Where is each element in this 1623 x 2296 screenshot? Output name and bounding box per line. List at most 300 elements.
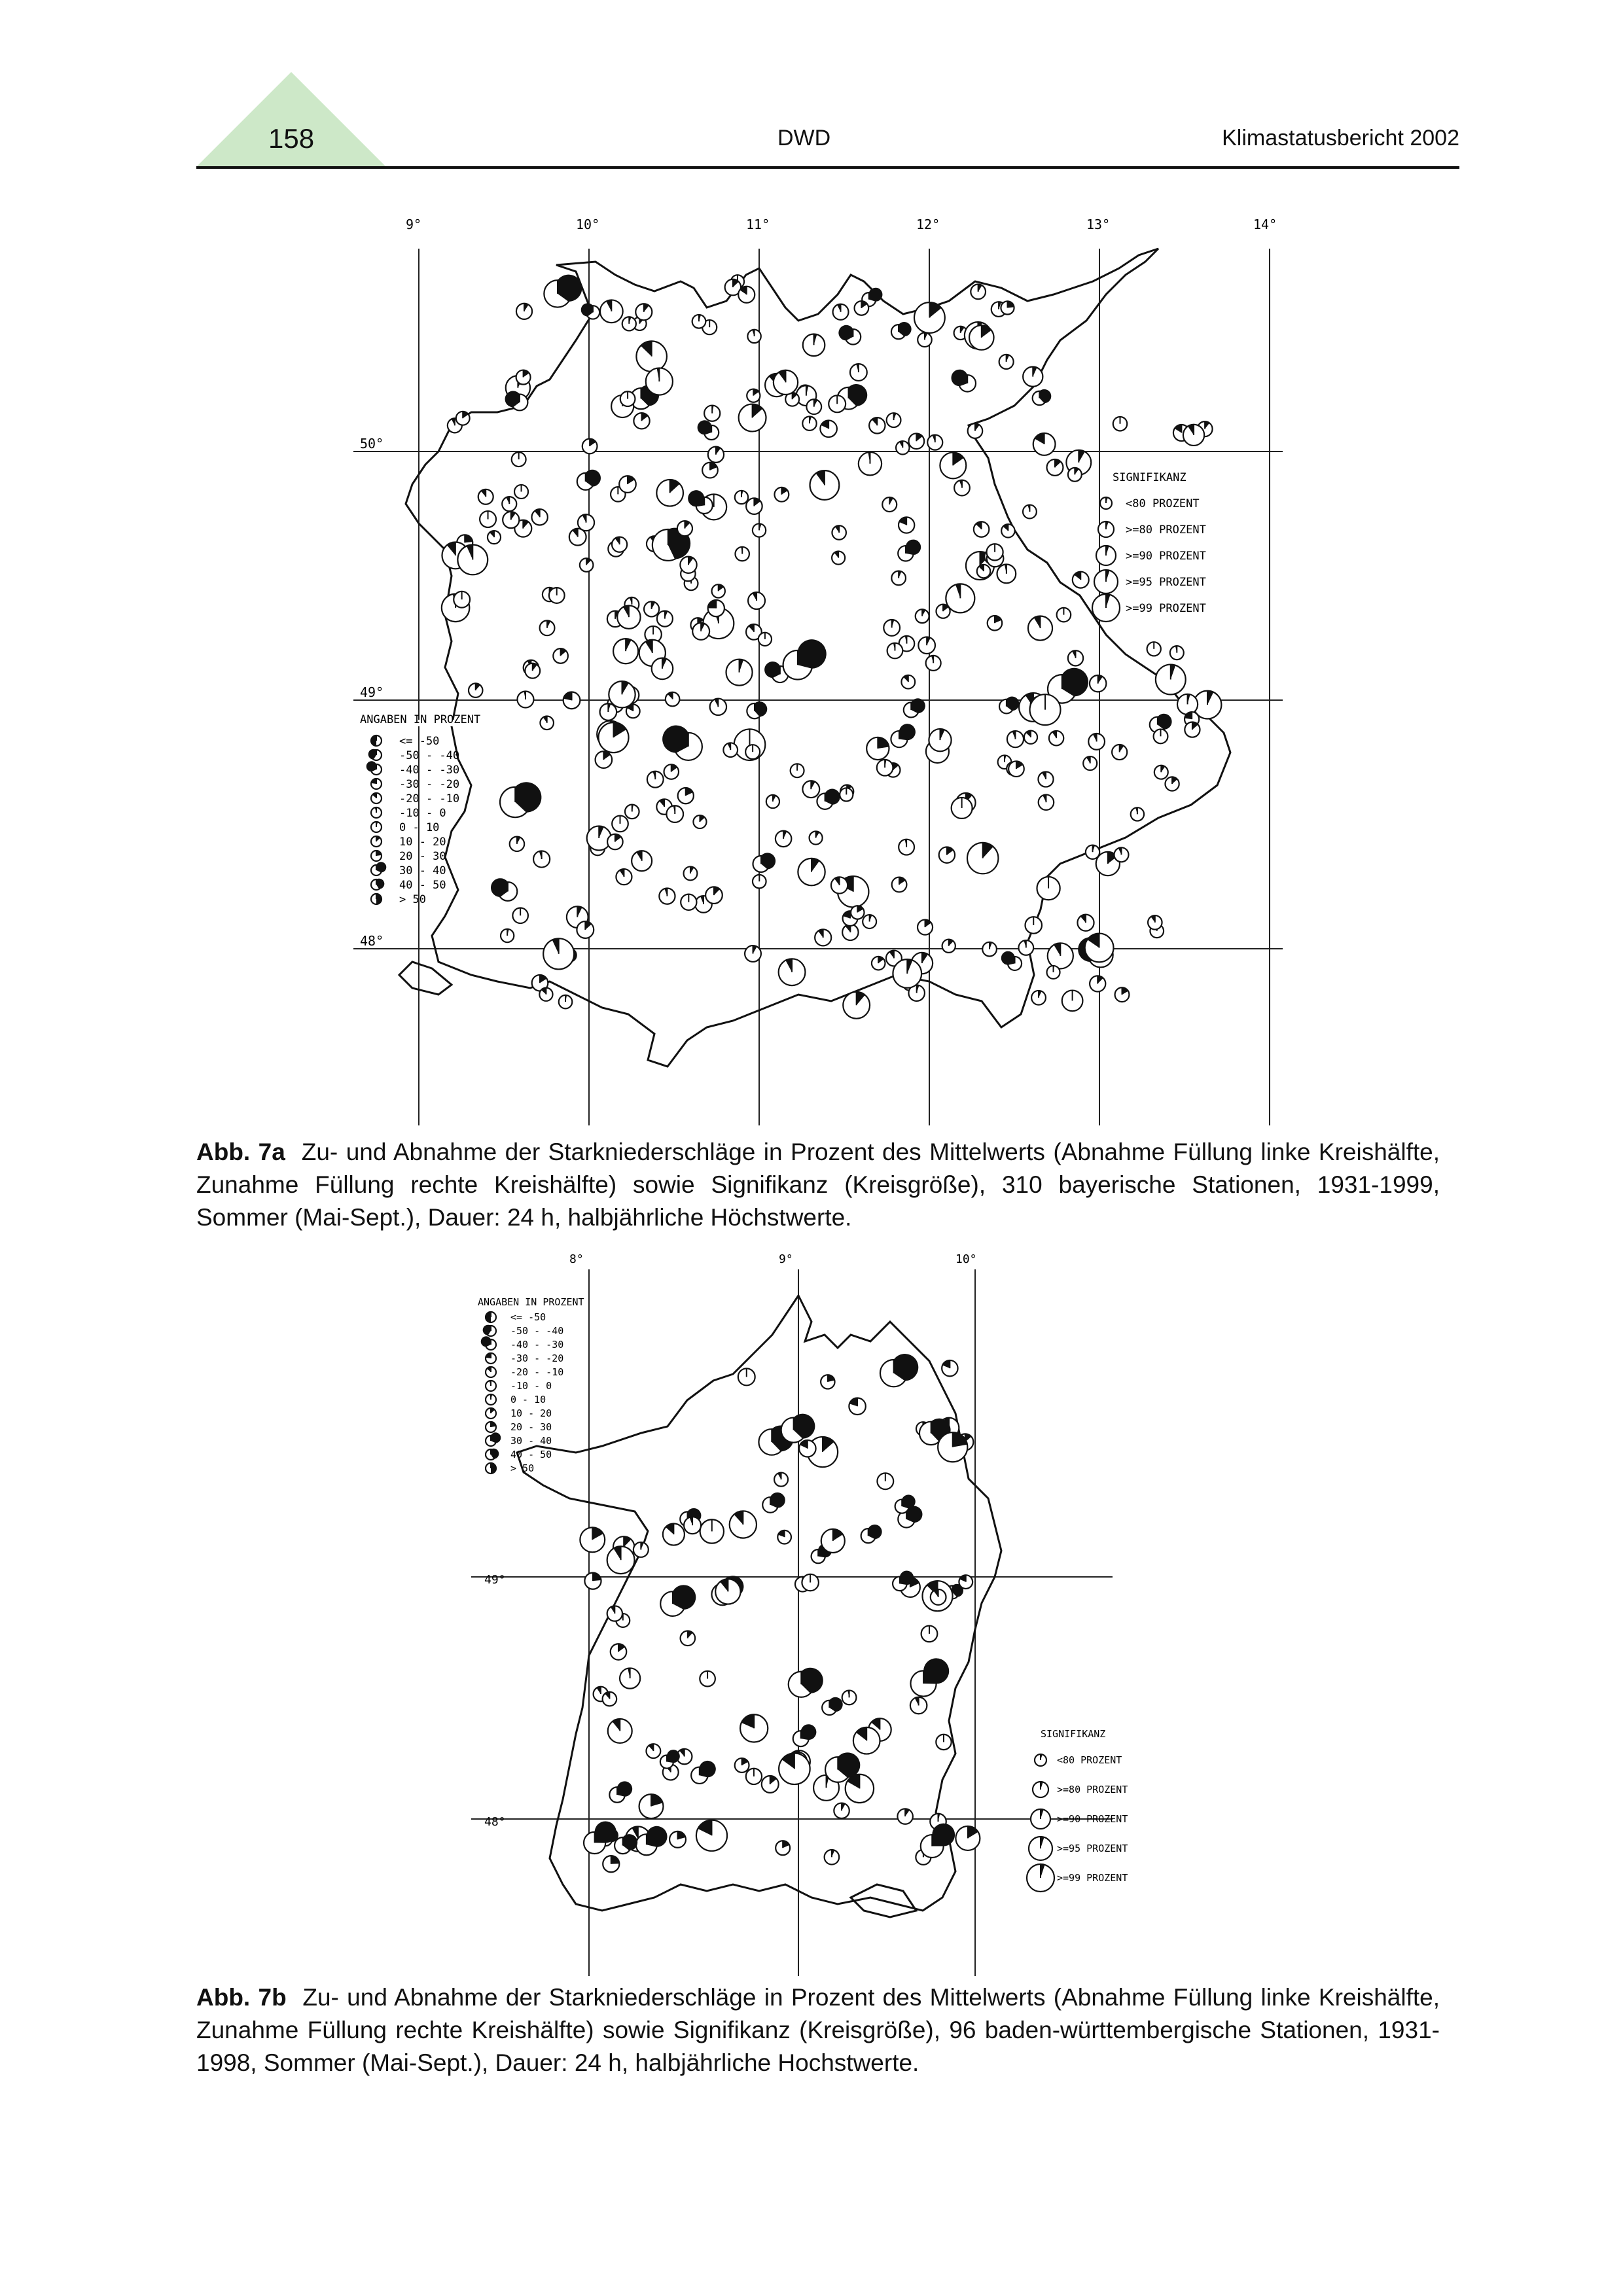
station-symbol	[486, 1353, 496, 1364]
station-symbol	[951, 370, 976, 392]
map-bavaria-lon-labels	[406, 217, 1277, 232]
station-symbol	[609, 681, 635, 707]
station-symbol	[681, 894, 696, 910]
station-symbol	[1086, 845, 1099, 859]
station-symbol	[929, 729, 951, 751]
header-report-title: Klimastatusbericht 2002	[1222, 126, 1459, 150]
station-symbol	[877, 1473, 893, 1489]
station-symbol	[740, 1714, 768, 1742]
station-symbol	[774, 370, 798, 395]
legend-values-title-b: ANGABEN IN PROZENT	[478, 1296, 584, 1308]
legend-value-row: -10 - 0	[399, 807, 446, 820]
station-symbol	[510, 837, 524, 851]
station-symbol	[926, 656, 941, 671]
station-symbol	[842, 1690, 857, 1704]
station-symbol	[899, 517, 914, 533]
station-symbol	[622, 317, 636, 330]
caption-figure-7b	[196, 1981, 1440, 2079]
lat-label: 49°	[360, 684, 384, 700]
station-symbol	[730, 1511, 757, 1538]
station-symbol	[580, 558, 594, 572]
station-symbol	[918, 637, 935, 654]
lon-label: 9°	[406, 217, 422, 232]
station-symbol	[580, 1527, 605, 1552]
station-symbol	[832, 525, 846, 539]
station-symbol	[863, 915, 876, 928]
lon-label: 10°	[576, 217, 600, 232]
station-symbol	[745, 945, 761, 962]
station-symbol	[952, 798, 972, 819]
station-symbol	[1026, 917, 1042, 933]
legend-sig-row: <80 PROZENT	[1057, 1754, 1122, 1766]
station-symbol	[1033, 433, 1056, 455]
station-symbol	[959, 1575, 972, 1589]
station-symbol	[1047, 459, 1063, 476]
legend-sig-row: >=90 PROZENT	[1126, 550, 1206, 563]
station-symbol	[1131, 807, 1144, 821]
station-symbol	[969, 325, 993, 349]
station-symbol	[988, 616, 1002, 630]
station-symbol	[582, 439, 597, 454]
station-symbol	[600, 300, 623, 323]
station-symbol	[921, 1626, 938, 1642]
legend-value-row: -30 - -20	[510, 1352, 564, 1364]
legend-value-row: 20 - 30	[399, 850, 446, 863]
station-symbol	[1023, 505, 1037, 519]
station-symbol	[652, 658, 673, 680]
station-symbol	[680, 557, 696, 573]
station-symbol	[620, 391, 635, 406]
station-symbol	[872, 957, 885, 970]
lat-label: 50°	[360, 436, 384, 451]
lat-label: 48°	[484, 1815, 506, 1829]
station-symbol	[921, 1824, 955, 1858]
station-symbol	[1090, 976, 1105, 991]
station-symbol	[486, 1449, 499, 1460]
station-symbol	[456, 412, 470, 425]
station-symbol	[663, 1523, 685, 1545]
station-symbol	[633, 1542, 649, 1557]
station-symbol	[662, 726, 702, 760]
legend-sig-symbols-b	[1027, 1754, 1054, 1892]
station-symbol	[869, 417, 885, 433]
station-symbol	[1096, 546, 1116, 565]
station-symbol	[753, 853, 776, 872]
station-symbol	[516, 304, 532, 319]
station-symbol	[666, 692, 680, 707]
station-symbol	[936, 1735, 951, 1750]
page-number: 158	[268, 123, 315, 154]
station-symbol	[1098, 521, 1114, 537]
lon-label: 12°	[916, 217, 940, 232]
station-symbol	[603, 1856, 619, 1872]
station-symbol	[802, 781, 819, 798]
map-bavaria-stations	[442, 275, 1221, 1019]
legend-values-symbols	[366, 735, 387, 904]
station-symbol	[1057, 608, 1071, 622]
station-symbol	[938, 1432, 967, 1462]
station-symbol	[746, 1769, 762, 1784]
station-symbol	[739, 404, 766, 432]
station-symbol	[802, 417, 816, 431]
map-bw-grid	[471, 1269, 1113, 1976]
station-symbol	[708, 600, 724, 616]
station-symbol	[635, 304, 652, 320]
legend-value-row: -50 - -40	[510, 1325, 564, 1337]
page-header	[196, 72, 1459, 170]
station-symbol	[887, 413, 901, 427]
station-symbol	[1090, 675, 1106, 692]
station-symbol	[1039, 794, 1054, 810]
station-symbol	[939, 847, 955, 862]
station-symbol	[691, 1761, 716, 1784]
station-symbol	[779, 1754, 810, 1785]
station-symbol	[1031, 991, 1046, 1005]
station-symbol	[738, 1368, 755, 1385]
station-symbol	[1033, 1782, 1048, 1797]
legend-value-row: 30 - 40	[399, 864, 446, 877]
station-symbol	[664, 764, 679, 779]
station-symbol	[512, 452, 526, 467]
station-symbol	[777, 1530, 791, 1544]
station-symbol	[1068, 650, 1083, 665]
station-symbol	[1038, 771, 1053, 786]
station-symbol	[893, 959, 921, 988]
station-symbol	[798, 858, 825, 885]
station-symbol	[600, 703, 617, 720]
station-symbol	[684, 1517, 701, 1534]
station-symbol	[514, 485, 528, 499]
station-symbol	[774, 487, 789, 502]
station-symbol	[598, 722, 628, 752]
station-symbol	[517, 692, 533, 708]
station-symbol	[636, 341, 667, 372]
station-symbol	[540, 716, 554, 730]
station-symbol	[832, 551, 845, 564]
station-symbol	[693, 815, 706, 828]
station-symbol	[840, 788, 853, 801]
station-symbol	[620, 1668, 640, 1688]
legend-value-row: 0 - 10	[510, 1394, 546, 1405]
station-symbol	[577, 470, 601, 490]
station-symbol	[500, 782, 541, 817]
legend-value-row: 10 - 20	[399, 836, 446, 849]
station-symbol	[1147, 642, 1161, 656]
lon-label: 8°	[569, 1252, 584, 1266]
station-symbol	[647, 771, 664, 788]
legend-value-row: -10 - 0	[510, 1380, 552, 1392]
station-symbol	[891, 322, 912, 339]
legend-values-symbols-b	[481, 1312, 501, 1474]
caption-7b-label: Abb. 7b	[196, 1984, 287, 2011]
station-symbol	[491, 878, 517, 901]
station-symbol	[503, 512, 519, 528]
legend-sig-row: >=99 PROZENT	[1126, 602, 1206, 615]
station-symbol	[762, 1492, 785, 1513]
station-symbol	[1030, 694, 1061, 725]
station-symbol	[896, 441, 909, 454]
station-symbol	[457, 544, 488, 574]
station-symbol	[735, 491, 748, 504]
station-symbol	[656, 480, 683, 506]
legend-value-row: > 50	[399, 893, 426, 906]
station-symbol	[829, 395, 846, 412]
lon-label: 9°	[779, 1252, 793, 1266]
legend-sig-title: SIGNIFIKANZ	[1113, 471, 1186, 484]
station-symbol	[501, 929, 514, 942]
station-symbol	[904, 698, 925, 717]
station-symbol	[897, 1809, 912, 1824]
station-symbol	[846, 1775, 874, 1803]
station-symbol	[843, 992, 870, 1019]
station-symbol	[696, 1820, 727, 1851]
station-symbol	[1007, 731, 1024, 747]
station-symbol	[861, 1525, 882, 1543]
station-symbol	[660, 1585, 696, 1616]
station-symbol	[968, 423, 983, 438]
station-symbol	[368, 749, 382, 760]
station-symbol	[516, 370, 531, 385]
station-symbol	[892, 877, 907, 892]
station-symbol	[478, 489, 493, 504]
station-symbol	[613, 639, 638, 663]
station-symbol	[891, 571, 906, 586]
station-symbol	[882, 497, 897, 512]
station-symbol	[789, 1668, 823, 1697]
station-symbol	[486, 1394, 496, 1405]
station-symbol	[916, 609, 929, 623]
station-symbol	[371, 822, 382, 832]
station-symbol	[371, 894, 382, 904]
station-symbol	[540, 620, 555, 635]
station-symbol	[891, 724, 916, 747]
legend-values-title: ANGABEN IN PROZENT	[360, 713, 481, 726]
station-symbol	[539, 988, 552, 1001]
station-symbol	[1001, 301, 1014, 314]
legend-value-row: -20 - -10	[510, 1366, 564, 1378]
station-symbol	[581, 303, 599, 319]
station-symbol	[821, 1529, 845, 1553]
station-symbol	[684, 866, 698, 880]
station-symbol	[999, 355, 1014, 369]
station-symbol	[1100, 497, 1112, 509]
station-symbol	[607, 1606, 622, 1621]
station-symbol	[702, 463, 718, 478]
station-symbol	[1024, 731, 1037, 744]
station-symbol	[577, 921, 594, 938]
station-symbol	[833, 304, 849, 320]
legend-sig-row: >=80 PROZENT	[1126, 523, 1206, 537]
lon-label: 14°	[1253, 217, 1277, 232]
station-symbol	[971, 285, 986, 300]
page-number-triangle	[196, 72, 386, 170]
legend-value-row: 30 - 40	[510, 1435, 552, 1447]
station-symbol	[901, 675, 915, 689]
station-symbol	[1068, 468, 1082, 482]
station-symbol	[371, 879, 384, 890]
station-symbol	[705, 887, 722, 904]
station-symbol	[853, 1727, 880, 1754]
caption-7b-text: Zu- und Abnahme der Starkniederschläge in Prozent des Mittelwerts (Abnahme Füllung linke Kreishälfte, Zunahme Füllung rechte Kreishälfte) sowie Signifikanz (Kreisgröße), 96 baden-württembergische Stationen, 1931-1998, Sommer (Mai-Sept.), Dauer: 24 h, halbjährliche Hochstwerte.	[196, 1984, 1440, 2076]
station-symbol	[639, 1794, 664, 1818]
station-symbol	[987, 544, 1003, 560]
station-symbol	[563, 692, 580, 709]
legend-sig	[1126, 497, 1206, 615]
station-symbol	[700, 1519, 724, 1543]
station-symbol	[1047, 966, 1060, 979]
station-symbol	[531, 509, 547, 525]
station-symbol	[587, 826, 611, 850]
station-symbol	[910, 1697, 927, 1714]
station-symbol	[371, 735, 382, 746]
station-symbol	[712, 584, 725, 597]
station-symbol	[549, 588, 565, 603]
station-symbol	[1114, 847, 1128, 862]
map-bw-lon-labels	[569, 1252, 977, 1266]
station-symbol	[851, 906, 864, 919]
header-rule	[196, 166, 1459, 169]
station-symbol	[692, 315, 706, 328]
station-symbol	[612, 537, 627, 552]
station-symbol	[543, 938, 574, 969]
station-symbol	[486, 1367, 496, 1377]
station-symbol	[1177, 694, 1198, 715]
station-symbol	[371, 836, 382, 847]
station-symbol	[982, 942, 997, 957]
station-symbol	[753, 875, 766, 889]
station-symbol	[371, 793, 382, 804]
legend-value-row: 20 - 30	[510, 1421, 552, 1433]
station-symbol	[766, 795, 779, 808]
station-symbol	[1094, 570, 1118, 593]
station-symbol	[723, 743, 738, 757]
station-symbol	[781, 1414, 815, 1443]
station-symbol	[553, 648, 568, 663]
station-symbol	[802, 1574, 818, 1591]
header-publisher: DWD	[777, 126, 831, 150]
legend-value-row: 10 - 20	[510, 1407, 552, 1419]
station-symbol	[822, 1697, 843, 1715]
lon-label: 11°	[746, 217, 770, 232]
station-symbol	[612, 816, 628, 832]
map-bw-lat-labels	[484, 1573, 506, 1829]
legend-sig-b	[1057, 1754, 1128, 1884]
caption-figure-7a	[196, 1136, 1440, 1234]
station-symbol	[692, 623, 709, 640]
station-symbol	[371, 779, 382, 789]
station-symbol	[708, 447, 724, 463]
station-symbol	[783, 639, 827, 679]
station-symbol	[607, 1546, 635, 1574]
station-symbol	[910, 1658, 949, 1696]
station-symbol	[486, 1408, 496, 1419]
legend-value-row: -30 - -20	[399, 778, 460, 791]
station-symbol	[677, 521, 692, 536]
station-symbol	[1029, 1837, 1052, 1860]
station-symbol	[1018, 940, 1033, 955]
station-symbol	[1183, 425, 1204, 446]
station-symbol	[1035, 1754, 1046, 1766]
legend-value-row: -40 - -30	[399, 764, 460, 777]
station-symbol	[753, 523, 766, 537]
station-symbol	[899, 839, 914, 855]
legend-sig-symbols	[1092, 497, 1120, 622]
station-symbol	[918, 333, 932, 347]
station-symbol	[657, 611, 673, 627]
station-symbol	[469, 683, 482, 697]
station-symbol	[1154, 729, 1168, 743]
legend-sig-row: >=80 PROZENT	[1057, 1784, 1128, 1795]
legend-sig-row: <80 PROZENT	[1126, 497, 1200, 510]
station-symbol	[747, 701, 767, 718]
station-symbol	[678, 788, 694, 804]
station-symbol	[776, 1841, 790, 1855]
station-symbol	[715, 1579, 740, 1604]
station-symbol	[909, 433, 925, 449]
station-symbol	[735, 547, 749, 561]
station-symbol	[512, 908, 528, 924]
station-symbol	[1073, 572, 1089, 588]
station-symbol	[1023, 367, 1043, 387]
station-symbol	[977, 565, 990, 578]
station-symbol	[954, 480, 970, 496]
station-symbol	[710, 699, 726, 715]
station-symbol	[1062, 991, 1083, 1012]
station-symbol	[486, 1422, 496, 1432]
station-symbol	[821, 1375, 834, 1388]
station-symbol	[681, 1631, 696, 1646]
station-symbol	[632, 851, 652, 871]
station-symbol	[1148, 915, 1162, 930]
station-symbol	[747, 389, 760, 402]
station-symbol	[806, 399, 821, 414]
station-symbol	[940, 452, 966, 478]
station-symbol	[1115, 987, 1130, 1002]
station-symbol	[366, 761, 382, 775]
station-symbol	[799, 1440, 816, 1457]
station-symbol	[633, 413, 649, 429]
station-symbol	[820, 420, 837, 437]
station-symbol	[371, 807, 382, 818]
station-symbol	[803, 334, 825, 357]
station-symbol	[866, 737, 889, 760]
station-symbol	[838, 325, 861, 345]
station-symbol	[646, 368, 673, 395]
station-symbol	[1049, 731, 1063, 745]
station-symbol	[946, 584, 974, 612]
station-symbol	[817, 789, 840, 809]
station-symbol	[810, 470, 840, 500]
station-symbol	[525, 663, 540, 679]
legend-values	[399, 735, 459, 906]
caption-7a-label: Abb. 7a	[196, 1139, 285, 1165]
station-symbol	[1008, 761, 1024, 777]
station-symbol	[942, 940, 955, 953]
station-symbol	[480, 511, 496, 527]
station-symbol	[825, 1850, 840, 1865]
station-symbol	[883, 620, 900, 636]
station-symbol	[831, 877, 847, 893]
station-symbol	[810, 832, 823, 845]
station-symbol	[877, 760, 893, 776]
station-symbol	[659, 889, 675, 904]
station-symbol	[1048, 943, 1073, 968]
station-symbol	[880, 1354, 918, 1386]
station-symbol	[746, 498, 762, 514]
station-symbol	[371, 862, 386, 875]
station-symbol	[1085, 934, 1114, 963]
station-symbol	[1112, 745, 1127, 760]
